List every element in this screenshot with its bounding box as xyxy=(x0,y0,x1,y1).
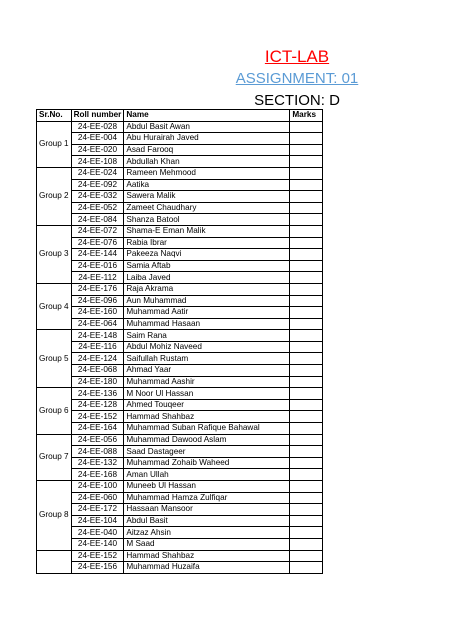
marks-cell[interactable] xyxy=(290,353,323,365)
table-row xyxy=(37,272,323,284)
roll-number-cell: 24-EE-088 xyxy=(71,446,124,458)
table-row xyxy=(37,283,323,295)
group-label: Group 4 xyxy=(37,283,72,329)
table-row xyxy=(37,515,323,527)
marks-cell[interactable] xyxy=(290,423,323,435)
table-row xyxy=(37,237,323,249)
student-name-cell: Muhammad Aashir xyxy=(124,376,290,388)
table-row xyxy=(37,423,323,435)
table-row xyxy=(37,156,323,168)
table-row xyxy=(37,353,323,365)
marks-cell[interactable] xyxy=(290,515,323,527)
table-row xyxy=(37,469,323,481)
roll-number-cell: 24-EE-028 xyxy=(71,121,124,133)
roll-number-cell: 24-EE-128 xyxy=(71,399,124,411)
roll-number-cell: 24-EE-096 xyxy=(71,295,124,307)
student-name-cell: M Saad xyxy=(124,538,290,550)
marks-cell[interactable] xyxy=(290,156,323,168)
table-row xyxy=(37,434,323,446)
roll-number-cell: 24-EE-092 xyxy=(71,179,124,191)
marks-cell[interactable] xyxy=(290,457,323,469)
roll-number-cell: 24-EE-160 xyxy=(71,307,124,319)
marks-cell[interactable] xyxy=(290,527,323,539)
marks-cell[interactable] xyxy=(290,133,323,145)
roll-number-cell: 24-EE-164 xyxy=(71,423,124,435)
marks-cell[interactable] xyxy=(290,167,323,179)
roll-number-cell: 24-EE-020 xyxy=(71,144,124,156)
table-row xyxy=(37,318,323,330)
student-name-cell: Abdul Mohiz Naveed xyxy=(124,341,290,353)
student-name-cell: Muhammad Huzaifa xyxy=(124,562,290,574)
roll-number-cell: 24-EE-016 xyxy=(71,260,124,272)
group-table xyxy=(36,109,323,574)
table-row xyxy=(37,411,323,423)
assignment-label: ASSIGNMENT: 01 xyxy=(235,70,359,87)
marks-cell[interactable] xyxy=(290,504,323,516)
roll-number-cell: 24-EE-108 xyxy=(71,156,124,168)
student-name-cell: Muhammad Suban Rafique Bahawal xyxy=(124,423,290,435)
table-row xyxy=(37,457,323,469)
roll-number-cell: 24-EE-052 xyxy=(71,202,124,214)
table-row xyxy=(37,121,323,133)
roll-number-cell: 24-EE-168 xyxy=(71,469,124,481)
section-label: SECTION: D xyxy=(254,92,340,109)
marks-cell[interactable] xyxy=(290,341,323,353)
marks-cell[interactable] xyxy=(290,249,323,261)
roll-number-cell: 24-EE-076 xyxy=(71,237,124,249)
marks-cell[interactable] xyxy=(290,260,323,272)
marks-cell[interactable] xyxy=(290,365,323,377)
student-name-cell: Aitzaz Ahsin xyxy=(124,527,290,539)
table-row xyxy=(37,260,323,272)
student-name-cell: Muhammad Hamza Zulfiqar xyxy=(124,492,290,504)
student-name-cell: Saad Dastageer xyxy=(124,446,290,458)
table-row xyxy=(37,446,323,458)
table-body xyxy=(37,121,323,573)
student-name-cell: Muhammad Hasaan xyxy=(124,318,290,330)
table-row xyxy=(37,307,323,319)
table-row xyxy=(37,179,323,191)
table-row xyxy=(37,133,323,145)
marks-cell[interactable] xyxy=(290,121,323,133)
group-label: Group 1 xyxy=(37,121,72,167)
student-name-cell: Abdul Basit xyxy=(124,515,290,527)
student-name-cell: Asad Farooq xyxy=(124,144,290,156)
marks-cell[interactable] xyxy=(290,272,323,284)
table-header-row xyxy=(37,110,323,122)
student-name-cell: Rabia Ibrar xyxy=(124,237,290,249)
student-name-cell: Sawera Malik xyxy=(124,191,290,203)
column-header-marks: Marks xyxy=(290,110,323,122)
roll-number-cell: 24-EE-060 xyxy=(71,492,124,504)
roll-number-cell: 24-EE-024 xyxy=(71,167,124,179)
student-name-cell: Saim Rana xyxy=(124,330,290,342)
table-row xyxy=(37,504,323,516)
student-name-cell: Hammad Shahbaz xyxy=(124,550,290,562)
student-name-cell: Abdul Basit Awan xyxy=(124,121,290,133)
group-label: Group 6 xyxy=(37,388,72,434)
table-row xyxy=(37,330,323,342)
marks-cell[interactable] xyxy=(290,550,323,562)
table-row xyxy=(37,295,323,307)
roll-number-cell: 24-EE-100 xyxy=(71,481,124,493)
student-name-cell: Samia Aftab xyxy=(124,260,290,272)
student-name-cell: Saifullah Rustam xyxy=(124,353,290,365)
student-name-cell: Shanza Batool xyxy=(124,214,290,226)
roll-number-cell: 24-EE-064 xyxy=(71,318,124,330)
roll-number-cell: 24-EE-144 xyxy=(71,249,124,261)
table-row xyxy=(37,202,323,214)
student-name-cell: Abu Hurairah Javed xyxy=(124,133,290,145)
table-row xyxy=(37,249,323,261)
roll-number-cell: 24-EE-072 xyxy=(71,225,124,237)
roll-number-cell: 24-EE-056 xyxy=(71,434,124,446)
table-row xyxy=(37,550,323,562)
marks-cell[interactable] xyxy=(290,202,323,214)
marks-cell[interactable] xyxy=(290,330,323,342)
roll-number-cell: 24-EE-104 xyxy=(71,515,124,527)
student-name-cell: Zameet Chaudhary xyxy=(124,202,290,214)
student-name-cell: Pakeeza Naqvi xyxy=(124,249,290,261)
table-row xyxy=(37,191,323,203)
marks-cell[interactable] xyxy=(290,446,323,458)
student-name-cell: Muhammad Dawood Aslam xyxy=(124,434,290,446)
marks-cell[interactable] xyxy=(290,388,323,400)
marks-cell[interactable] xyxy=(290,481,323,493)
student-name-cell: Muneeb Ul Hassan xyxy=(124,481,290,493)
student-name-cell: Hassaan Mansoor xyxy=(124,504,290,516)
student-name-cell: M Noor Ul Hassan xyxy=(124,388,290,400)
column-header-srno: Sr.No. xyxy=(37,110,72,122)
student-name-cell: Rameen Mehmood xyxy=(124,167,290,179)
table-row xyxy=(37,399,323,411)
marks-cell[interactable] xyxy=(290,399,323,411)
table-row xyxy=(37,527,323,539)
marks-cell[interactable] xyxy=(290,295,323,307)
student-name-cell: Raja Akrama xyxy=(124,283,290,295)
group-label xyxy=(37,550,72,573)
roll-number-cell: 24-EE-152 xyxy=(71,411,124,423)
roll-number-cell: 24-EE-148 xyxy=(71,330,124,342)
group-label: Group 5 xyxy=(37,330,72,388)
table-row xyxy=(37,481,323,493)
roll-number-cell: 24-EE-140 xyxy=(71,538,124,550)
marks-cell[interactable] xyxy=(290,318,323,330)
group-label: Group 2 xyxy=(37,167,72,225)
student-name-cell: Muhammad Aatir xyxy=(124,307,290,319)
roll-number-cell: 24-EE-112 xyxy=(71,272,124,284)
marks-cell[interactable] xyxy=(290,283,323,295)
roll-number-cell: 24-EE-124 xyxy=(71,353,124,365)
student-name-cell: Laiba Javed xyxy=(124,272,290,284)
roll-number-cell: 24-EE-004 xyxy=(71,133,124,145)
table-row xyxy=(37,214,323,226)
marks-cell[interactable] xyxy=(290,214,323,226)
roll-number-cell: 24-EE-176 xyxy=(71,283,124,295)
student-name-cell: Ahmad Yaar xyxy=(124,365,290,377)
table-row xyxy=(37,225,323,237)
marks-cell[interactable] xyxy=(290,237,323,249)
student-name-cell: Aatika xyxy=(124,179,290,191)
roll-number-cell: 24-EE-156 xyxy=(71,562,124,574)
table-row xyxy=(37,167,323,179)
marks-cell[interactable] xyxy=(290,144,323,156)
student-name-cell: Hammad Shahbaz xyxy=(124,411,290,423)
table-row xyxy=(37,376,323,388)
document-title: ICT-LAB xyxy=(264,47,330,66)
marks-cell[interactable] xyxy=(290,492,323,504)
table-row xyxy=(37,538,323,550)
roll-number-cell: 24-EE-132 xyxy=(71,457,124,469)
group-label: Group 7 xyxy=(37,434,72,480)
marks-cell[interactable] xyxy=(290,411,323,423)
student-name-cell: Abdullah Khan xyxy=(124,156,290,168)
column-header-name: Name xyxy=(124,110,290,122)
marks-cell[interactable] xyxy=(290,434,323,446)
roll-number-cell: 24-EE-116 xyxy=(71,341,124,353)
roll-number-cell: 24-EE-180 xyxy=(71,376,124,388)
roll-number-cell: 24-EE-084 xyxy=(71,214,124,226)
student-name-cell: Ahmed Touqeer xyxy=(124,399,290,411)
student-name-cell: Muhammad Zohaib Waheed xyxy=(124,457,290,469)
marks-cell[interactable] xyxy=(290,179,323,191)
table-row xyxy=(37,562,323,574)
marks-cell[interactable] xyxy=(290,376,323,388)
roll-number-cell: 24-EE-068 xyxy=(71,365,124,377)
marks-cell[interactable] xyxy=(290,225,323,237)
group-label: Group 3 xyxy=(37,225,72,283)
roll-number-cell: 24-EE-136 xyxy=(71,388,124,400)
roll-number-cell: 24-EE-152 xyxy=(71,550,124,562)
column-header-roll: Roll number xyxy=(71,110,124,122)
table-row xyxy=(37,341,323,353)
student-name-cell: Shama-E Eman Malik xyxy=(124,225,290,237)
table-row xyxy=(37,492,323,504)
group-label: Group 8 xyxy=(37,481,72,551)
marks-cell[interactable] xyxy=(290,469,323,481)
roll-number-cell: 24-EE-032 xyxy=(71,191,124,203)
student-name-cell: Aman Ullah xyxy=(124,469,290,481)
marks-cell[interactable] xyxy=(290,191,323,203)
roll-number-cell: 24-EE-040 xyxy=(71,527,124,539)
marks-cell[interactable] xyxy=(290,562,323,574)
table-row xyxy=(37,388,323,400)
student-name-cell: Aun Muhammad xyxy=(124,295,290,307)
roll-number-cell: 24-EE-172 xyxy=(71,504,124,516)
table-row xyxy=(37,365,323,377)
marks-cell[interactable] xyxy=(290,307,323,319)
marks-cell[interactable] xyxy=(290,538,323,550)
table-row xyxy=(37,144,323,156)
